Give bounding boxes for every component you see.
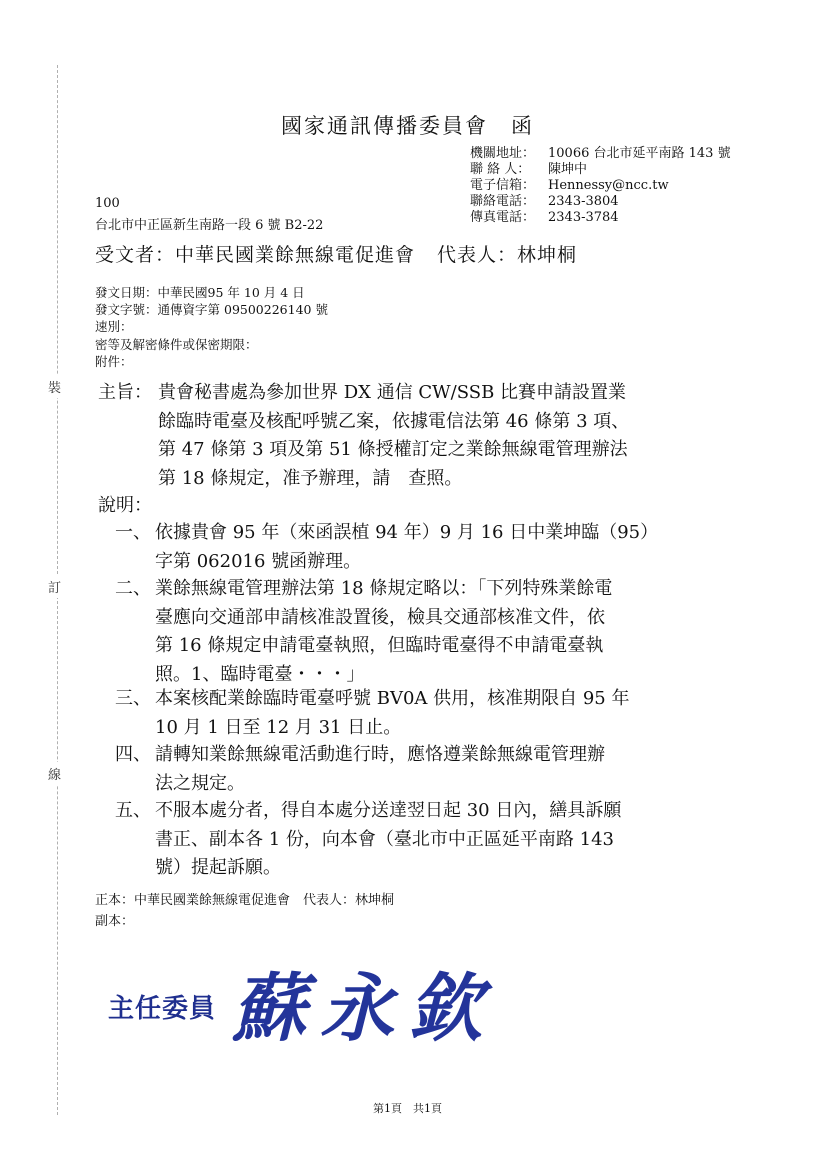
gist-label: 主旨： (98, 382, 152, 403)
item-line: 臺應向交通部申請核准設置後，檢具交通部核准文件，依 (155, 606, 605, 628)
meta-speed: 速別： (95, 319, 133, 335)
item-line: 不服本處分者，得自本處分送達翌日起 30 日內，繕具訴願 (155, 800, 622, 821)
page-number: 第1頁 共1頁 (373, 1102, 442, 1115)
signature-name: 蘇永欽 (232, 966, 496, 1052)
binding-mark-zhuang: 裝 (48, 375, 61, 398)
contact-person: 聯 絡 人： 陳坤中 (470, 162, 588, 177)
recipient-name: 中華民國業餘無線電促進會 (175, 244, 416, 266)
recipient-line (95, 240, 577, 267)
carbon-copy-label: 副本： (95, 914, 135, 929)
item-line: 書正、副本各 1 份，向本會（臺北市中正區延平南路 143 (155, 828, 614, 850)
item-number: 一、 (115, 522, 151, 543)
main-copy-value: 中華民國業餘無線電促進會 代表人：林坤桐 (134, 893, 395, 908)
item-line: 第 16 條規定申請電臺執照，但臨時電臺得不申請電臺執 (155, 635, 604, 656)
document-title: 國家通訊傳播委員會 函 (281, 114, 534, 138)
postcode: 100 (95, 196, 120, 211)
gist-text (158, 379, 738, 493)
contact-fax: 傳真電話： 2343-3784 (470, 210, 619, 225)
gist-line: 餘臨時電臺及核配呼號乙案，依據電信法第 46 條第 3 項、 (158, 410, 630, 432)
binding-mark-ding: 訂 (48, 575, 61, 598)
meta-classification: 密等及解密條件或保密期限： (95, 336, 258, 352)
item-number: 三、 (115, 688, 151, 709)
representative-label: 代表人： (437, 244, 518, 266)
item-number: 二、 (115, 578, 151, 599)
meta-date: 發文日期：中華民國95 年 10 月 4 日 (95, 285, 305, 300)
item-line: 字第 062016 號函辦理。 (155, 550, 362, 572)
item-number: 五、 (115, 800, 151, 821)
carbon-copy (95, 910, 134, 929)
item-line: 業餘無線電管理辦法第 18 條規定略以：「下列特殊業餘電 (155, 578, 613, 599)
recipient-label: 受文者： (95, 244, 176, 266)
contact-block (470, 146, 731, 226)
item-line: 照。1、臨時電臺・・・」 (155, 663, 365, 685)
contact-phone: 聯絡電話： 2343-3804 (470, 194, 619, 209)
main-copy (95, 889, 394, 908)
meta-doc-number: 發文字號：通傳資字第 09500226140 號 (95, 302, 328, 318)
item-line: 法之規定。 (155, 772, 245, 794)
item-number: 四、 (115, 744, 151, 765)
document-meta (95, 284, 328, 370)
item-line: 10 月 1 日至 12 月 31 日止。 (155, 716, 402, 738)
item-line: 依據貴會 95 年（來函誤植 94 年）9 月 16 日中業坤臨（95） (155, 522, 659, 543)
main-copy-label: 正本： (95, 893, 135, 908)
item-line: 號）提起訴願。 (155, 857, 281, 878)
item-line: 本案核配業餘臨時電臺呼號 BV0A 供用，核准期限自 95 年 (155, 688, 630, 709)
gist-line: 貴會秘書處為參加世界 DX 通信 CW/SSB 比賽申請設置業 (158, 382, 627, 403)
gist-line: 第 47 條第 3 項及第 51 條授權訂定之業餘無線電管理辦法 (158, 439, 628, 460)
explanation-label: 說明： (98, 495, 152, 516)
representative-name: 林坤桐 (517, 244, 578, 266)
binding-mark-xian: 線 (48, 762, 61, 785)
contact-email: 電子信箱： Hennessy@ncc.tw (470, 178, 669, 193)
gist-line: 第 18 條規定，准予辦理，請 查照。 (158, 467, 463, 489)
recipient-address: 台北市中正區新生南路一段 6 號 B2-22 (95, 218, 324, 233)
signature-title: 主任委員 (108, 994, 217, 1024)
contact-address: 機關地址： 10066 台北市延平南路 143 號 (470, 146, 731, 161)
meta-attachment: 附件： (95, 353, 133, 369)
item-line: 請轉知業餘無線電活動進行時，應恪遵業餘無線電管理辦 (155, 744, 605, 765)
